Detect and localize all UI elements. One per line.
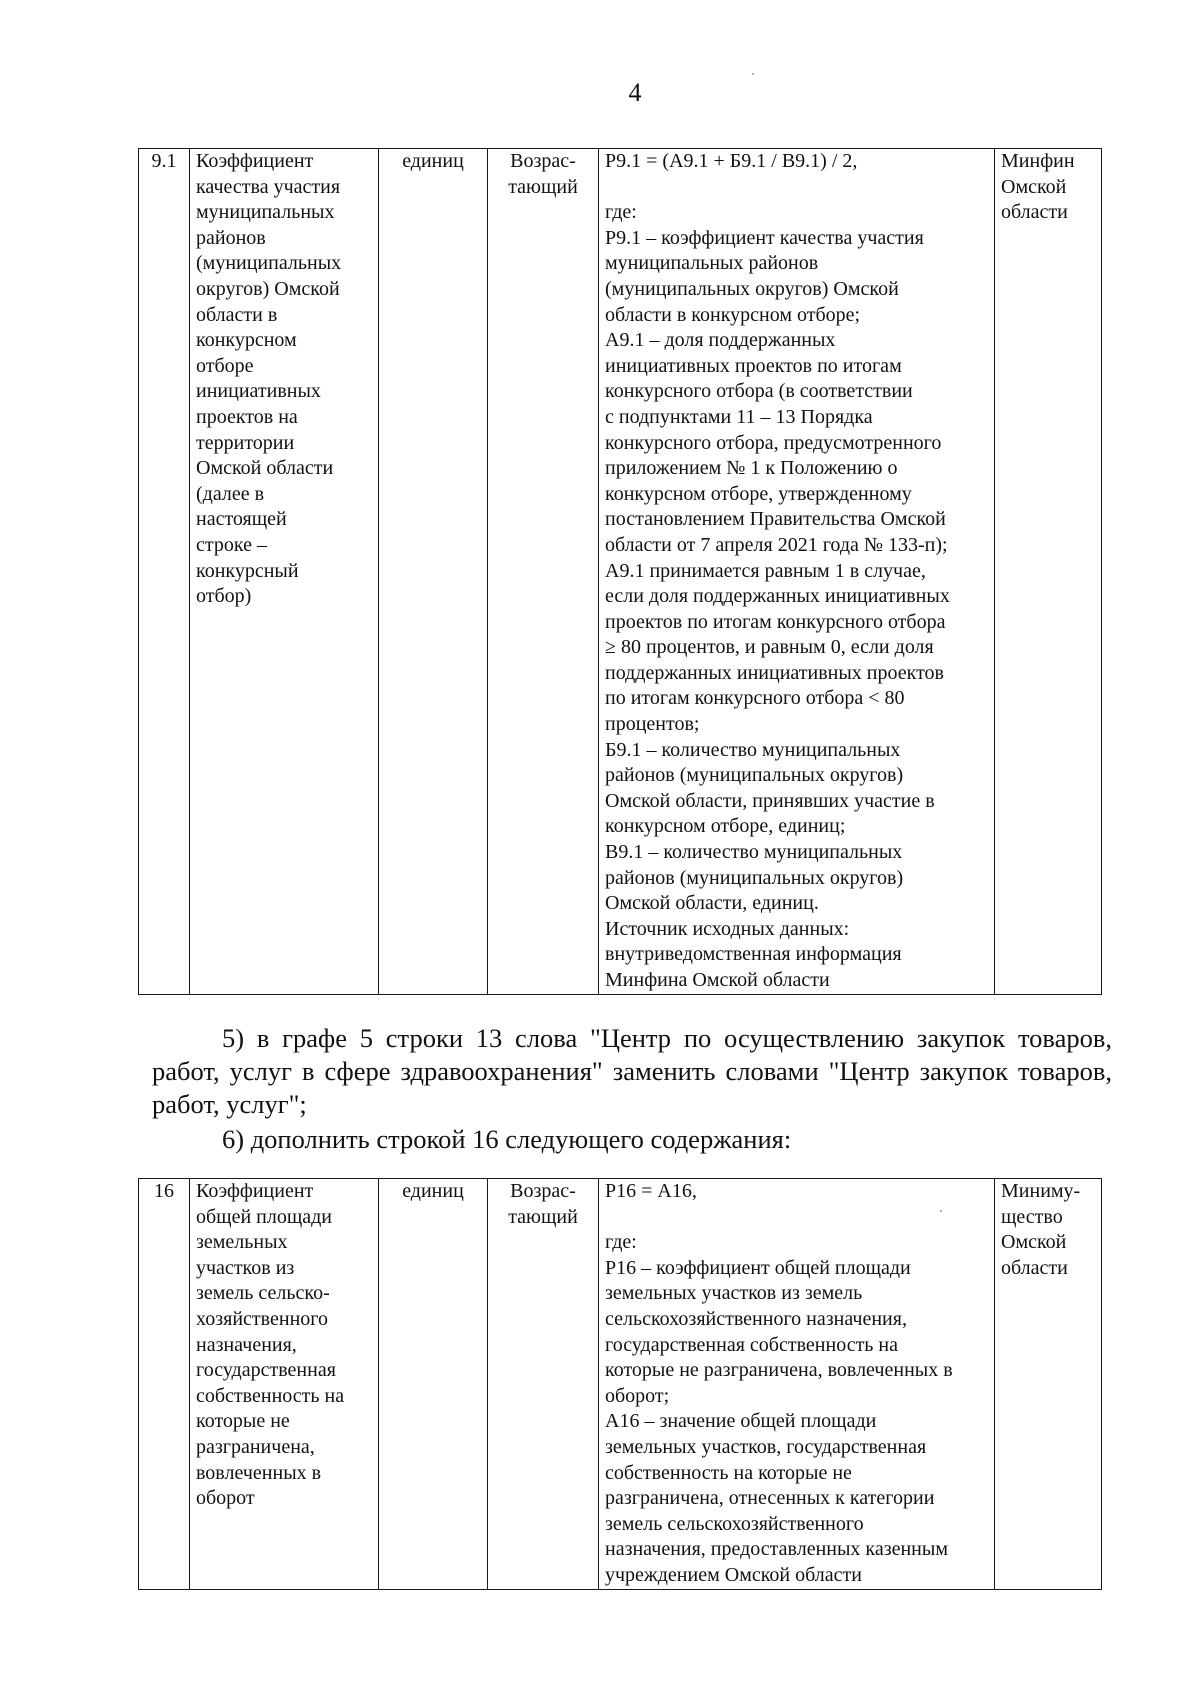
- unit-of-measure: единиц: [379, 1179, 488, 1590]
- trend-direction: Возрас- тающий: [488, 1179, 599, 1590]
- unit-of-measure: единиц: [379, 149, 488, 995]
- calculation-formula: Р16 = А16, где: Р16 – коэффициент общей площади земельных участков из земель сельскохозяйственного назначения, государственная собственность на которые не разграничена, вовлеченных в оборот; А16 – значение общей площади земельных участков, государственная собственность на которые не разграничена, отнесенных к категории земель сельскохозяйственного назначения, предоставленных казенным учреждением Омской области: [599, 1179, 995, 1590]
- row-number: 9.1: [139, 149, 190, 995]
- indicator-table-row-16: [138, 1178, 1102, 1590]
- indicator-table-row-9-1: [138, 148, 1102, 995]
- table-row: [139, 1179, 1102, 1590]
- scan-speck: [940, 1210, 942, 1212]
- page-number: 4: [628, 78, 642, 107]
- trend-direction: Возрас- тающий: [488, 149, 599, 995]
- scan-speck: [752, 73, 754, 75]
- indicator-name: Коэффициент общей площади земельных участков из земель сельско- хозяйственного назначения, государственная собственность на которые не разграничена, вовлеченных в оборот: [190, 1179, 379, 1590]
- row-number: 16: [139, 1179, 190, 1590]
- calculation-formula: Р9.1 = (А9.1 + Б9.1 / В9.1) / 2, где: Р9.1 – коэффициент качества участия муниципальных районов (муниципальных округов) Омской области в конкурсном отборе; А9.1 – доля поддержанных инициативных проектов по итогам конкурсного отбора (в соответствии с подпунктами 11 – 13 Порядка конкурсного отбора, предусмотренного приложением № 1 к Положению о конкурсном отборе, утвержденному постановлением Правительства Омской области от 7 апреля 2021 года № 133-п); А9.1 принимается равным 1 в случае, если доля поддержанных инициативных проектов по итогам конкурсного отбора ≥ 80 процентов, и равным 0, если доля поддержанных инициативных проектов по итогам конкурсного отбора < 80 процентов; Б9.1 – количество муниципальных районов (муниципальных округов) Омской области, принявших участие в конкурсном отборе, единиц; В9.1 – количество муниципальных районов (муниципальных округов) Омской области, единиц. Источник исходных данных: внутриведомственная информация Минфина Омской области: [599, 149, 995, 995]
- amendment-5-text: 5) в графе 5 строки 13 слова "Центр по осуществлению закупок товаров, работ, услуг в сфере здравоохранения" заменить словами "Центр закупок товаров, работ, услуг";: [152, 1023, 1112, 1119]
- responsible-body: Миниму- щество Омской области: [995, 1179, 1102, 1590]
- amendment-6-text: 6) дополнить строкой 16 следующего содержания:: [222, 1124, 792, 1154]
- indicator-name: Коэффициент качества участия муниципальных районов (муниципальных округов) Омской области в конкурсном отборе инициативных проектов на территории Омской области (далее в настоящей строке – конкурсный отбор): [190, 149, 379, 995]
- table-row: [139, 149, 1102, 995]
- responsible-body: Минфин Омской области: [995, 149, 1102, 995]
